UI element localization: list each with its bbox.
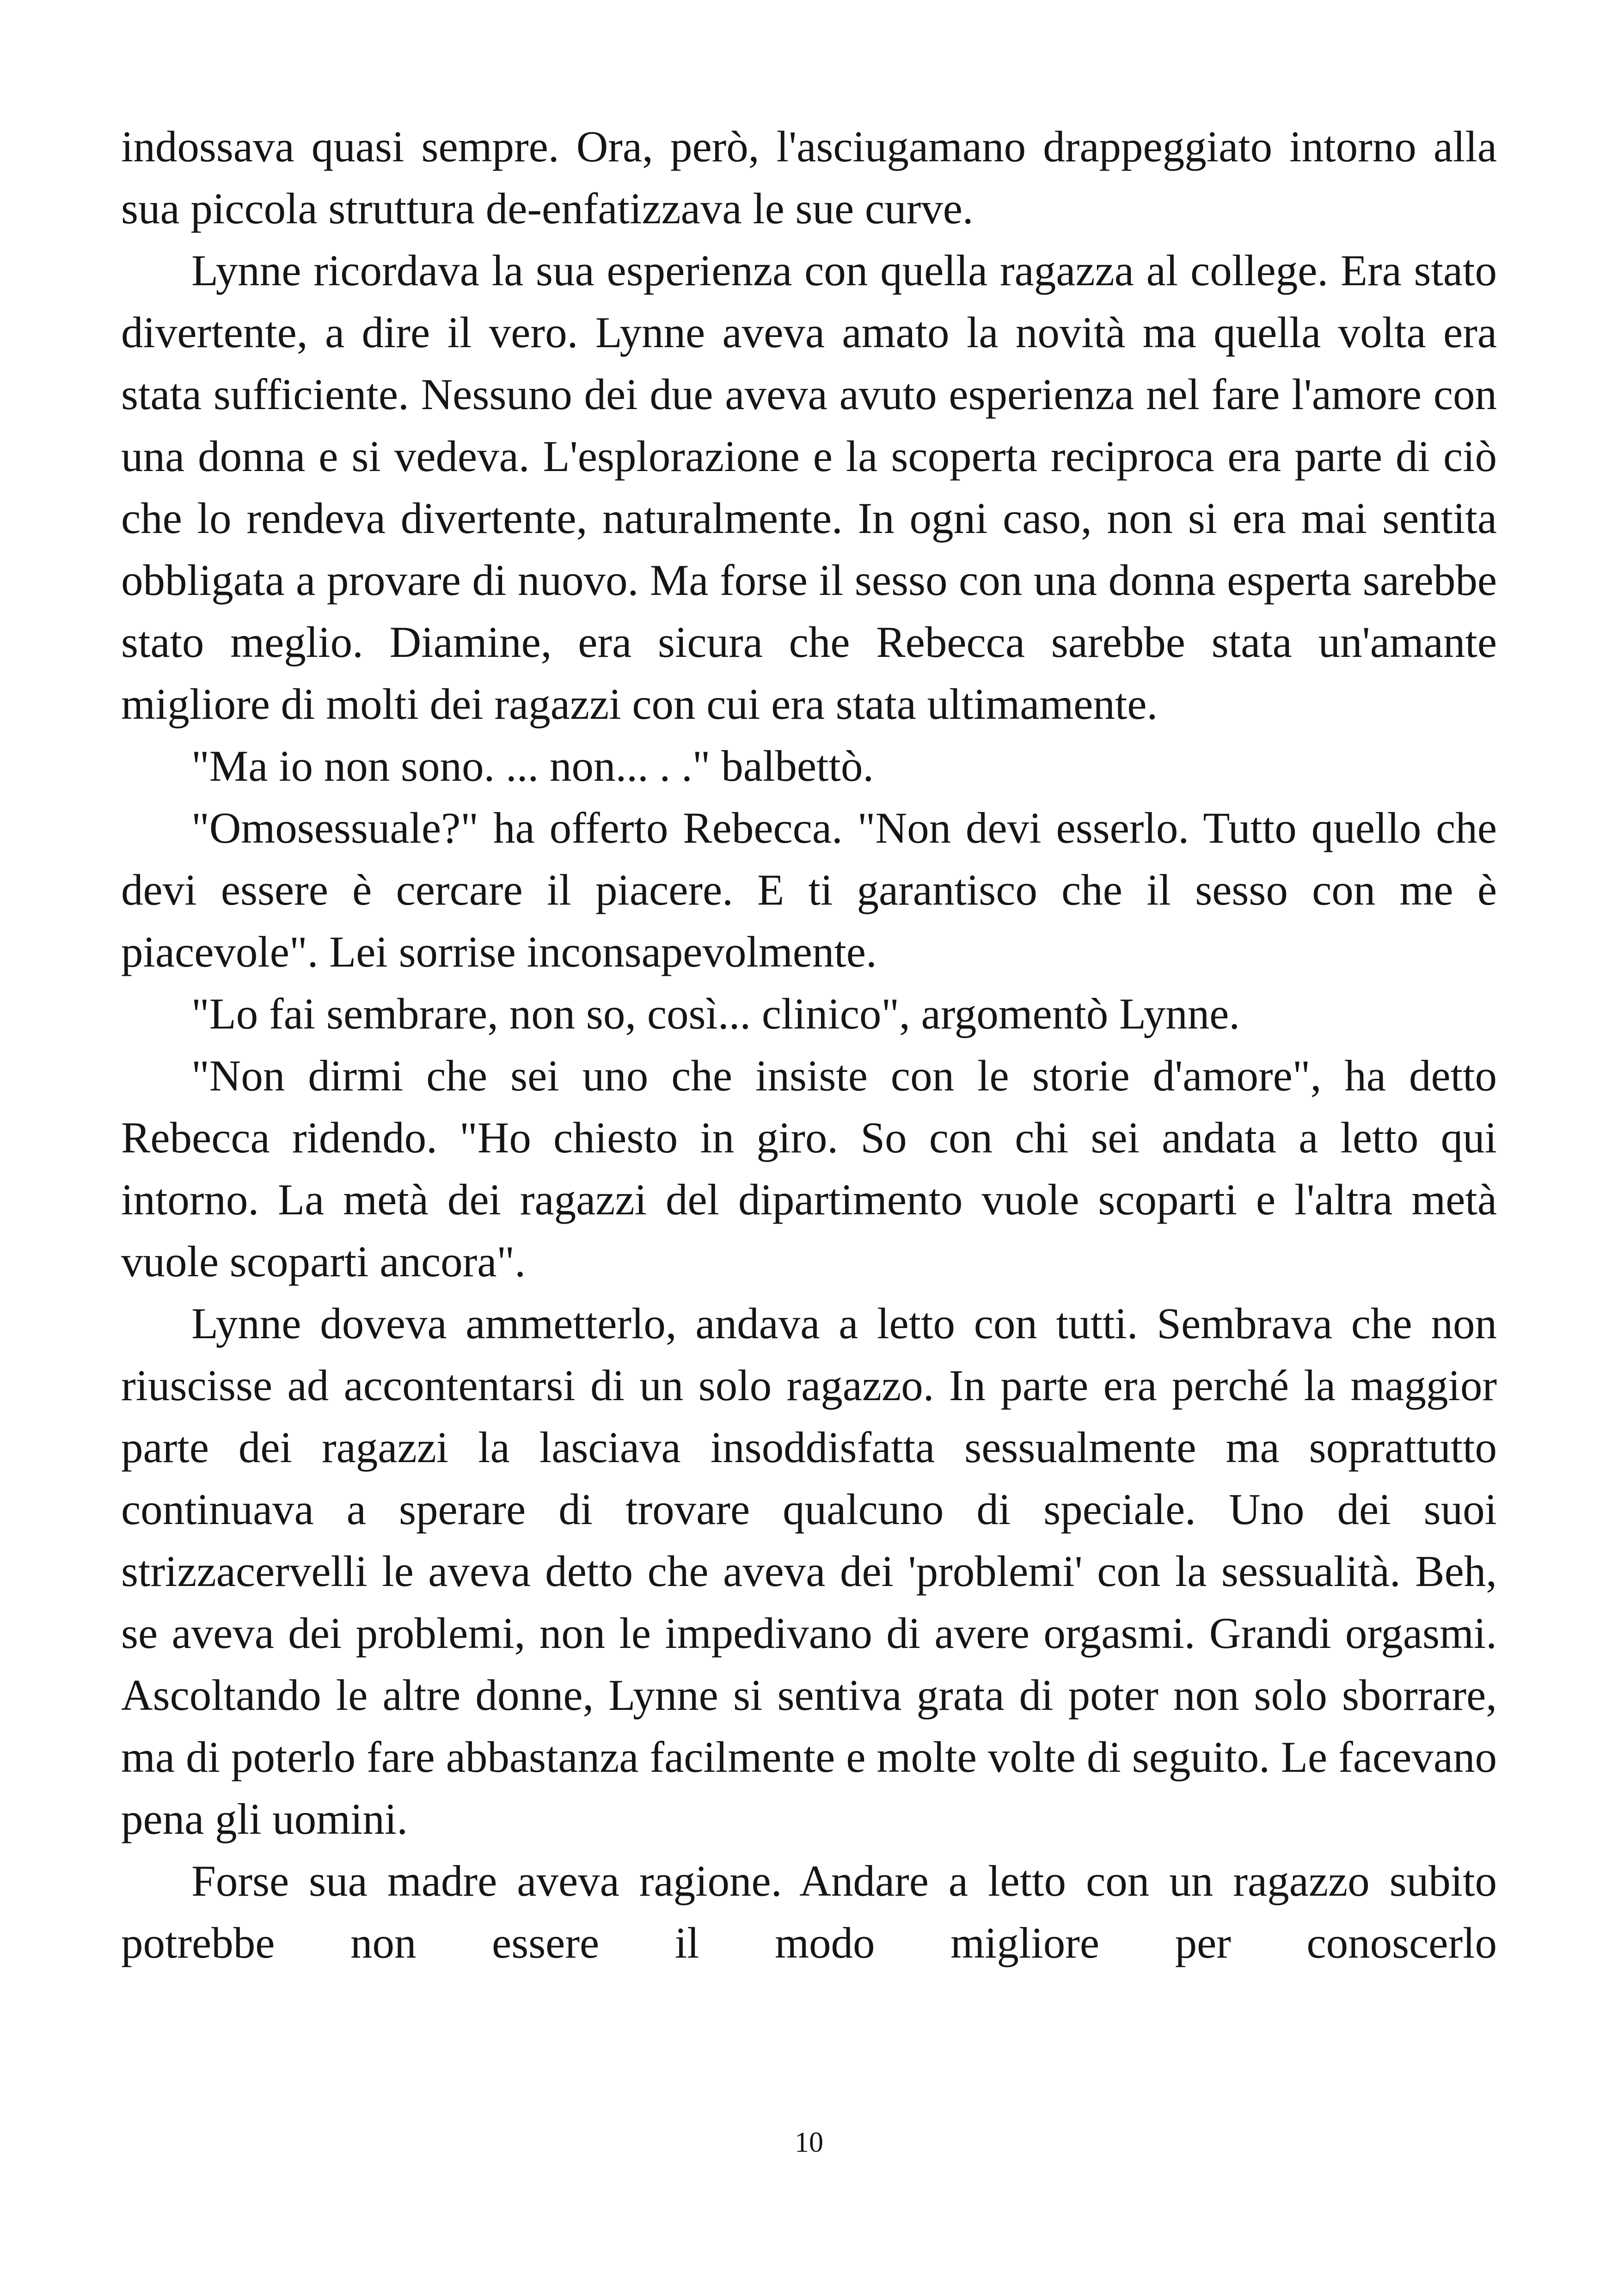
paragraph: Lynne doveva ammetterlo, andava a letto con tutti. Sembrava che non riuscisse ad accontentarsi di un solo ragazzo. In parte era perché la maggior parte dei ragazzi la lasciava insoddisfatta sessualmente ma soprattutto continuava a sperare di trovare qualcuno di speciale. Uno dei suoi strizzacervelli le aveva detto che aveva dei 'problemi' con la sessualità. Beh, se aveva dei problemi, non le impedivano di avere orgasmi. Grandi orgasmi. Ascoltando le altre donne, Lynne si sentiva grata di poter non solo sborrare, ma di poterlo fare abbastanza facilmente e molte volte di seguito. Le facevano pena gli uomini. [121, 1299, 1497, 1843]
paragraph-continued: indossava quasi sempre. Ora, però, l'asciugamano drappeggiato intorno alla sua piccola struttura de-enfatizzava le sue curve. [121, 122, 1497, 233]
page-number: 10 [795, 2127, 823, 2158]
paragraph-dialogue: "Non dirmi che sei uno che insiste con le storie d'amore", ha detto Rebecca ridendo. "Ho chiesto in giro. So con chi sei andata a letto qui intorno. La metà dei ragazzi del dipartimento vuole scoparti e l'altra metà vuole scoparti ancora". [121, 1051, 1497, 1286]
paragraph-dialogue: "Ma io non sono. ... non... . ." balbettò. [191, 741, 874, 790]
paragraph-dialogue: "Omosessuale?" ha offerto Rebecca. "Non devi esserlo. Tutto quello che devi essere è cercare il piacere. E ti garantisco che il sesso con me è piacevole". Lei sorrise inconsapevolmente. [121, 803, 1497, 976]
paragraph-continues: Forse sua madre aveva ragione. Andare a letto con un ragazzo subito potrebbe non essere il modo migliore per conoscerlo [121, 1856, 1497, 1967]
page-text-body [121, 116, 1497, 1974]
paragraph-dialogue: "Lo fai sembrare, non so, così... clinico", argomentò Lynne. [191, 989, 1240, 1038]
paragraph: Lynne ricordava la sua esperienza con quella ragazza al college. Era stato divertente, a dire il vero. Lynne aveva amato la novità ma quella volta era stata sufficiente. Nessuno dei due aveva avuto esperienza nel fare l'amore con una donna e si vedeva. L'esplorazione e la scoperta reciproca era parte di ciò che lo rendeva divertente, naturalmente. In ogni caso, non si era mai sentita obbligata a provare di nuovo. Ma forse il sesso con una donna esperta sarebbe stato meglio. Diamine, era sicura che Rebecca sarebbe stata un'amante migliore di molti dei ragazzi con cui era stata ultimamente. [121, 246, 1497, 729]
